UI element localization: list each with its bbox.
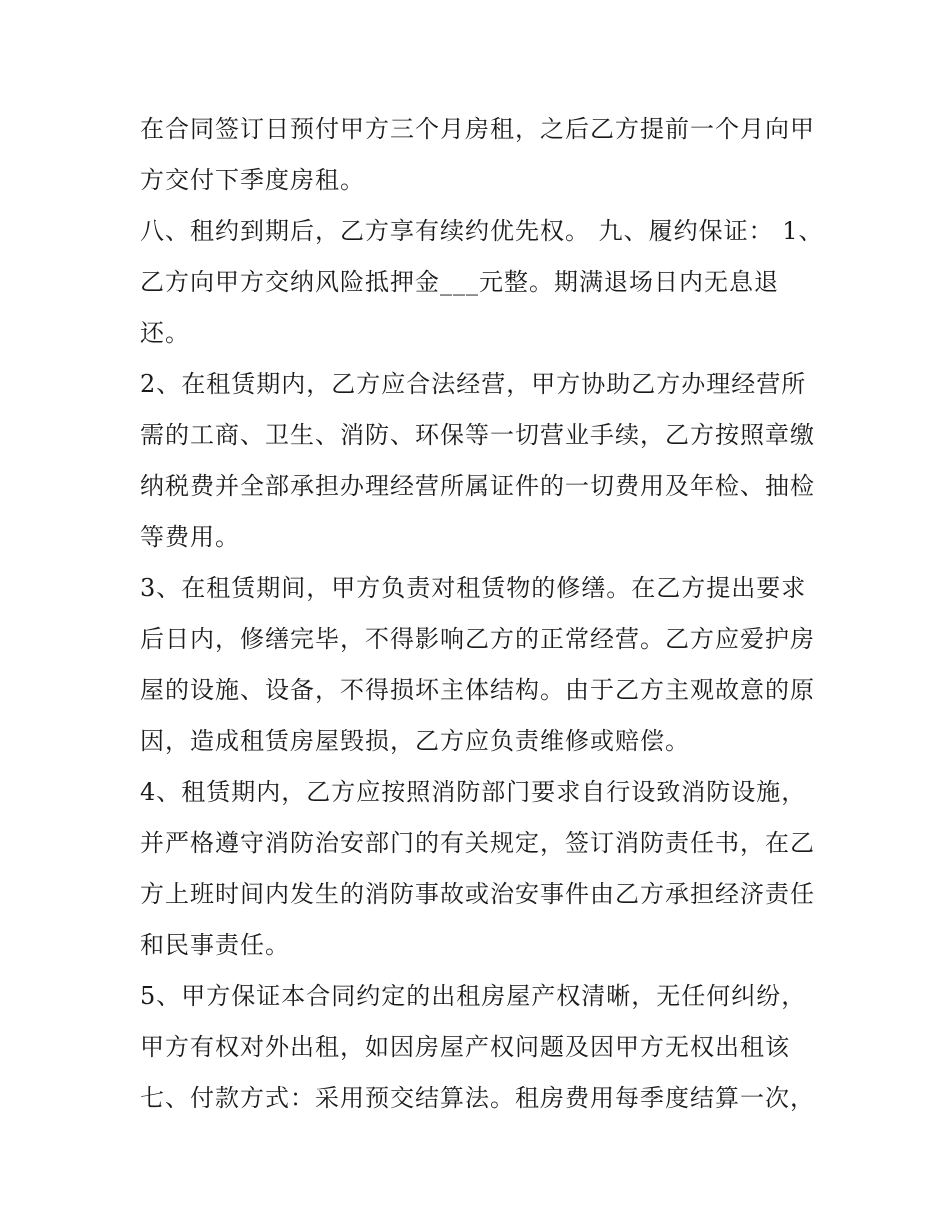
text-line: 因，造成租赁房屋毁损，乙方应负责维修或赔偿。 <box>140 727 690 755</box>
text-line: 和民事责任。 <box>140 931 290 959</box>
text-line: 在合同签订日预付甲方三个月房租，之后乙方提前一个月向甲 <box>140 115 815 143</box>
text-line: 需的工商、卫生、消防、环保等一切营业手续，乙方按照章缴 <box>140 421 815 449</box>
text-line: 2、在租赁期内，乙方应合法经营，甲方协助乙方办理经营所 <box>140 370 807 398</box>
text-line: 并严格遵守消防治安部门的有关规定，签订消防责任书，在乙 <box>140 829 815 857</box>
text-line: 乙方向甲方交纳风险抵押金___元整。期满退场日内无息退 <box>140 268 779 296</box>
text-line: 还。 <box>140 319 190 347</box>
text-line: 纳税费并全部承担办理经营所属证件的一切费用及年检、抽检 <box>140 472 815 500</box>
text-line: 屋的设施、设备，不得损坏主体结构。由于乙方主观故意的原 <box>140 676 815 704</box>
text-line: 5、甲方保证本合同约定的出租房屋产权清晰，无任何纠纷， <box>140 982 807 1010</box>
text-line: 八、租约到期后，乙方享有续约优先权。 九、履约保证： 1、 <box>140 217 824 245</box>
text-line: 后日内，修缮完毕，不得影响乙方的正常经营。乙方应爱护房 <box>140 625 815 653</box>
contract-text <box>140 104 830 1124</box>
text-line: 4、租赁期内，乙方应按照消防部门要求自行设致消防设施， <box>140 778 807 806</box>
text-line: 方交付下季度房租。 <box>140 166 365 194</box>
text-line: 甲方有权对外出租，如因房屋产权问题及因甲方无权出租该 <box>140 1033 790 1061</box>
text-line: 方上班时间内发生的消防事故或治安事件由乙方承担经济责任 <box>140 880 815 908</box>
text-line: 七、付款方式：采用预交结算法。租房费用每季度结算一次， <box>140 1084 815 1112</box>
text-line: 3、在租赁期间，甲方负责对租赁物的修缮。在乙方提出要求 <box>140 574 807 602</box>
text-line: 等费用。 <box>140 523 240 551</box>
